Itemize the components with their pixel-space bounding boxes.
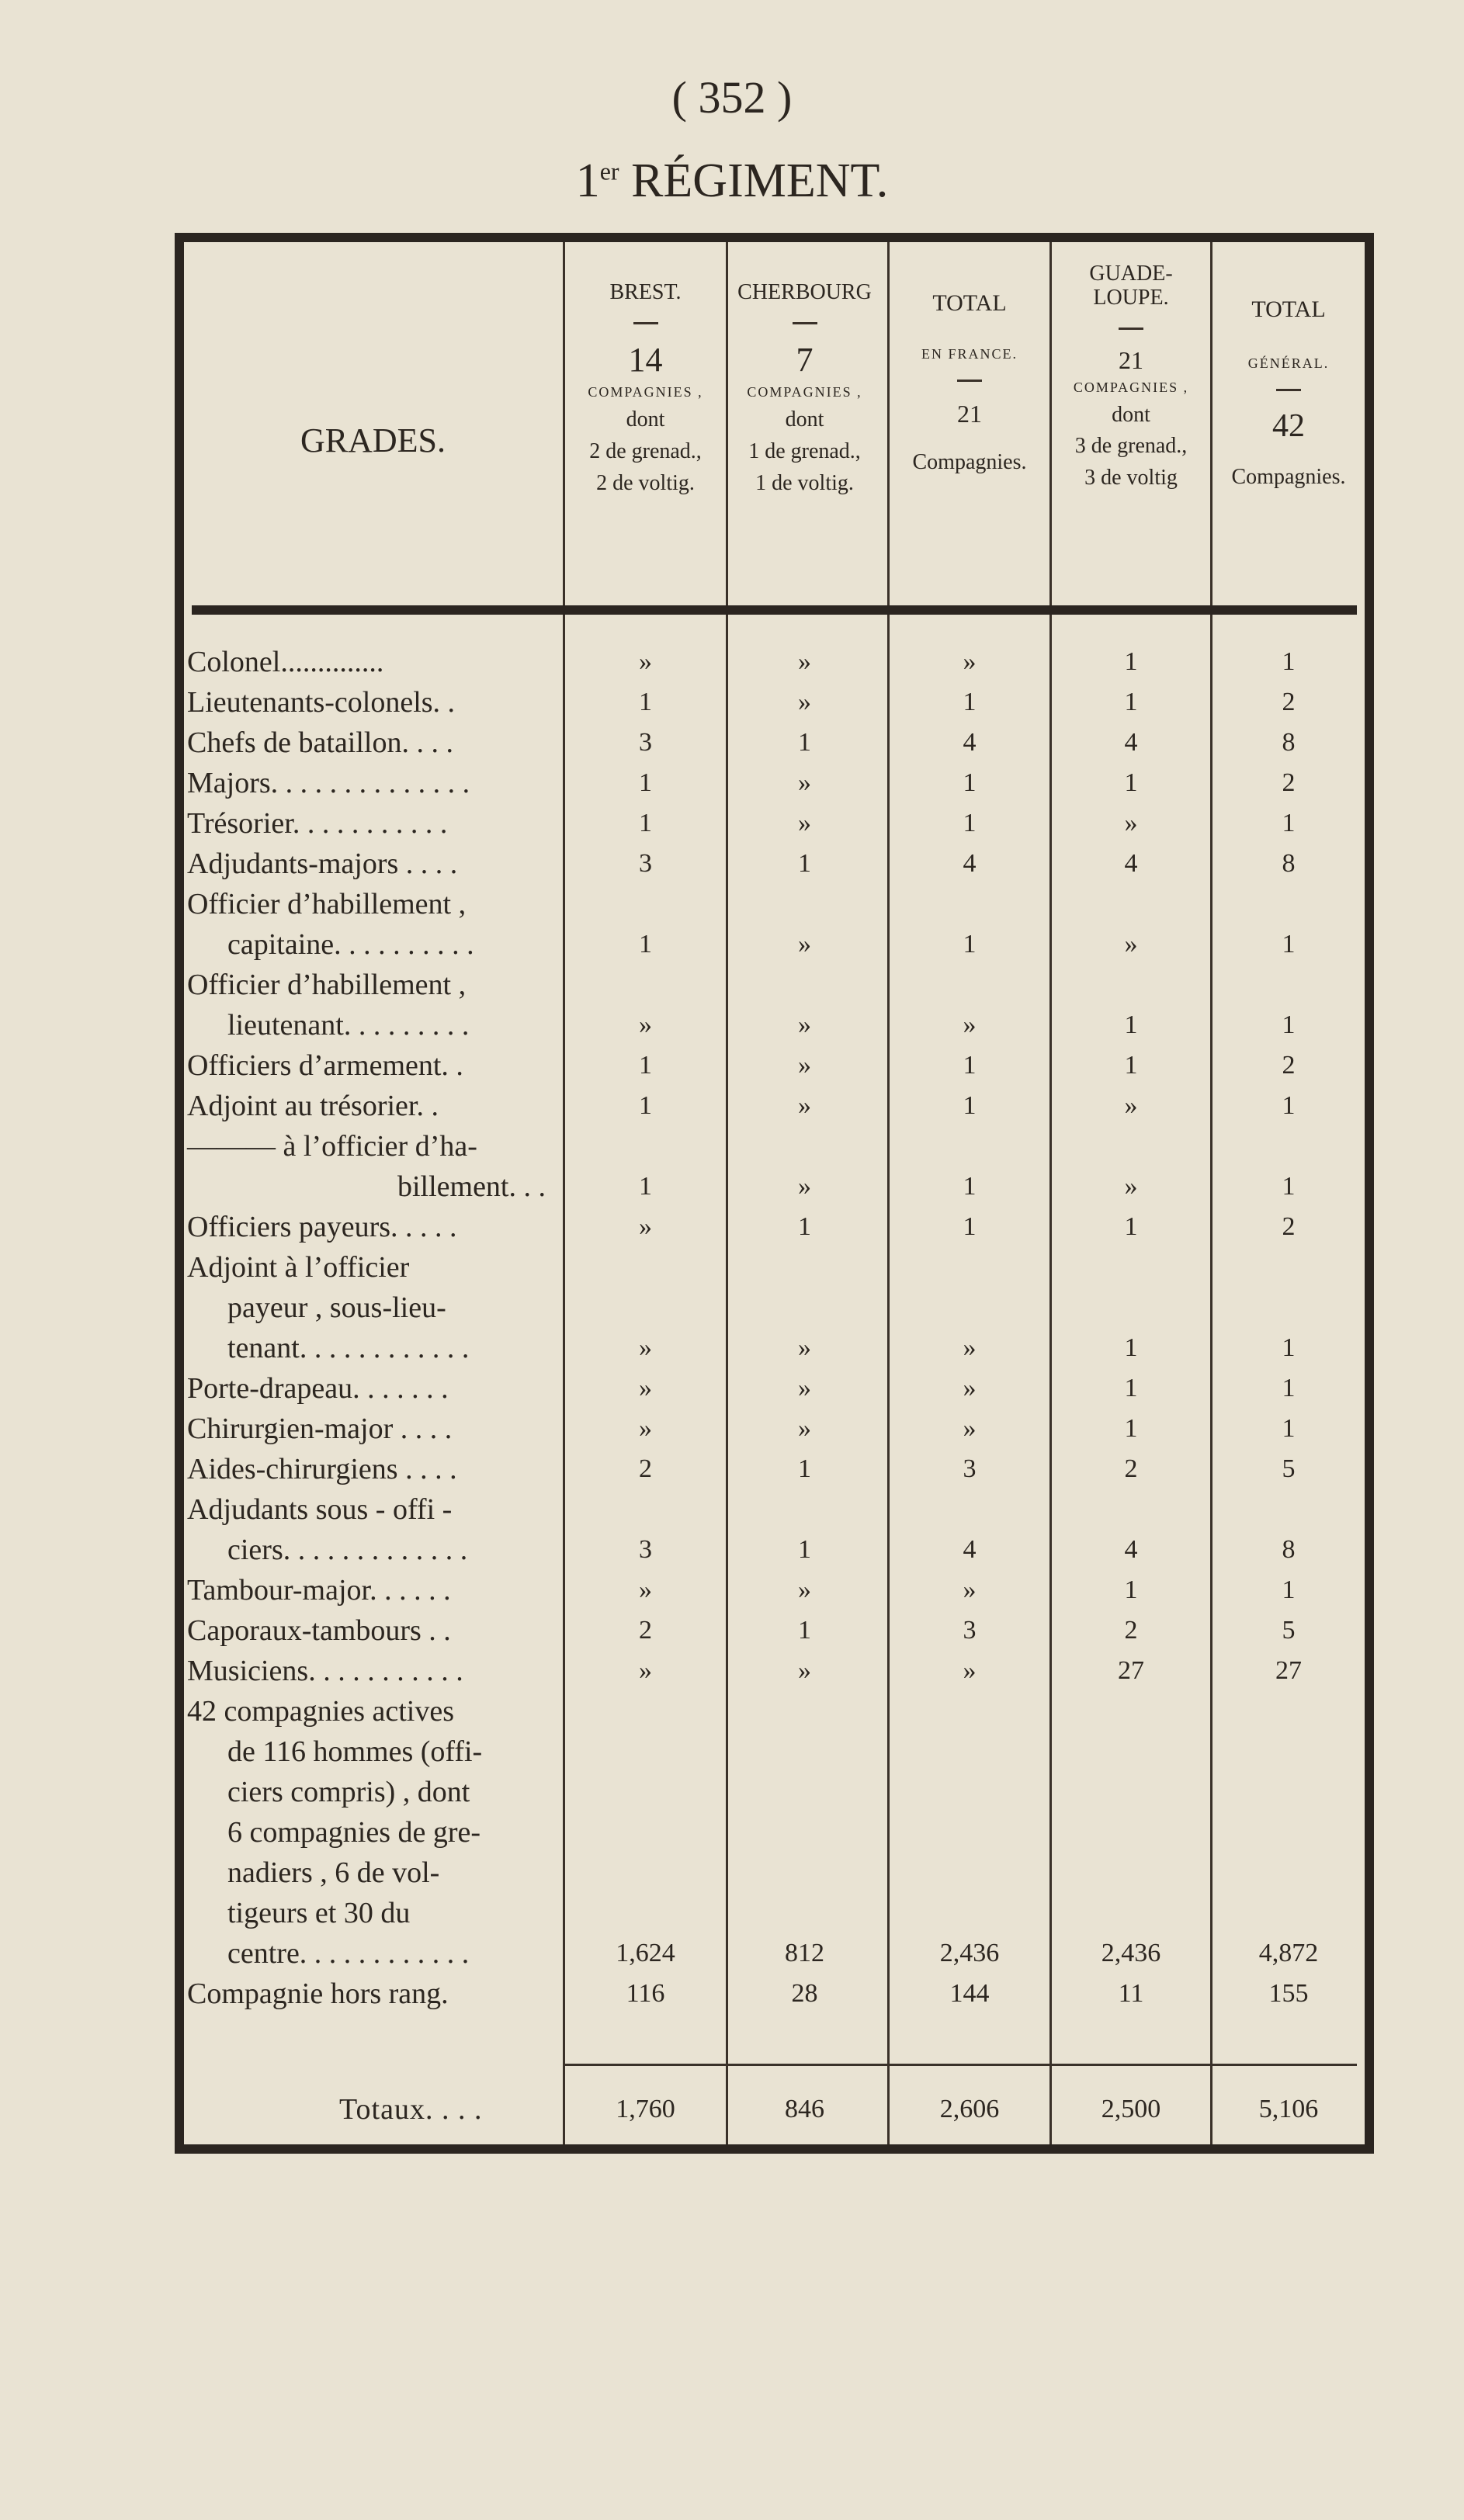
brest-header: BREST. 14 COMPAGNIES , dont 2 de grenad., 2 de voltig.	[588, 280, 703, 495]
row-value: 1,624	[616, 1939, 675, 1967]
row-label	[187, 1368, 552, 1409]
row-label-line: Officier d’habillement ,	[187, 969, 467, 1001]
row-value: »	[1124, 1172, 1138, 1201]
row-value: 8	[1282, 728, 1296, 757]
row-label	[187, 1651, 552, 1691]
row-value: 8	[1282, 1535, 1296, 1564]
row-label-line: Adjudants sous - offi -	[187, 1493, 453, 1526]
row-label	[187, 642, 552, 682]
row-value: 1	[1282, 930, 1296, 958]
row-value: 1	[1124, 1414, 1138, 1443]
row-label	[187, 965, 552, 1045]
row-label	[187, 1449, 552, 1489]
row-value: »	[1124, 930, 1138, 958]
row-value: 28	[791, 1979, 818, 2008]
row-label-line: Lieutenants-colonels. .	[187, 686, 456, 719]
row-label-line: Aides-chirurgiens . . . .	[187, 1453, 457, 1485]
row-value: »	[963, 1374, 977, 1402]
row-value: »	[798, 1575, 811, 1604]
row-value: »	[798, 688, 811, 716]
row-value: 1	[1124, 1010, 1138, 1039]
row-label	[187, 1691, 552, 1974]
row-value: 3	[639, 849, 652, 878]
row-value: 1	[639, 809, 652, 837]
row-value: »	[798, 1414, 811, 1443]
row-label-line: 42 compagnies actives	[187, 1695, 455, 1728]
row-label-line: Colonel..............	[187, 646, 384, 678]
row-label-line: Trésorier. . . . . . . . . . .	[187, 807, 448, 840]
row-label-line: Chefs de bataillon. . . .	[187, 726, 453, 759]
row-value: »	[963, 1656, 977, 1685]
row-value: »	[798, 1091, 811, 1120]
row-value: »	[798, 930, 811, 958]
row-value: »	[963, 1414, 977, 1443]
row-value: 1	[798, 1454, 811, 1483]
row-value: »	[798, 1374, 811, 1402]
row-label-line: Chirurgien-major . . . .	[187, 1413, 453, 1445]
row-value: »	[798, 768, 811, 797]
row-value: 1	[1124, 1051, 1138, 1080]
row-label-line: Majors. . . . . . . . . . . . . .	[187, 767, 470, 799]
row-label-line: billement. . .	[397, 1170, 546, 1203]
row-value: »	[798, 1656, 811, 1685]
row-value: »	[798, 1172, 811, 1201]
regiment-table	[175, 233, 1374, 2154]
regiment-title: 1er RÉGIMENT.	[575, 154, 889, 207]
grades-header: GRADES.	[300, 421, 446, 459]
row-value: »	[798, 1333, 811, 1362]
row-label	[187, 723, 552, 763]
row-label	[187, 1207, 552, 1247]
row-label-line: Porte-drapeau. . . . . . .	[187, 1372, 449, 1405]
cherbourg-header: CHERBOURG 7 COMPAGNIES , dont 1 de grenad., 1 de voltig.	[737, 280, 872, 495]
row-value: »	[963, 647, 977, 676]
row-label-line: nadiers , 6 de vol-	[227, 1856, 440, 1889]
row-label	[187, 803, 552, 844]
row-value: »	[798, 809, 811, 837]
row-value: 1	[963, 1212, 977, 1241]
row-value: »	[639, 1333, 652, 1362]
row-value: »	[639, 647, 652, 676]
row-value: 2	[1282, 1212, 1296, 1241]
row-value: »	[639, 1656, 652, 1685]
row-value: »	[963, 1333, 977, 1362]
row-label	[187, 884, 552, 965]
row-value: 1	[798, 1212, 811, 1241]
row-value: 5	[1282, 1454, 1296, 1483]
row-label	[187, 1610, 552, 1651]
row-label-line: Adjudants-majors . . . .	[187, 848, 458, 880]
row-label-line: 6 compagnies de gre-	[227, 1816, 481, 1849]
row-label-line: ciers. . . . . . . . . . . . .	[227, 1534, 468, 1566]
row-value: 8	[1282, 849, 1296, 878]
row-value: »	[639, 1575, 652, 1604]
row-value: 1	[798, 1616, 811, 1645]
row-label-line: de 116 hommes (offi-	[227, 1735, 483, 1768]
row-value: 1	[1124, 647, 1138, 676]
row-label-line: centre. . . . . . . . . . . .	[227, 1937, 470, 1970]
row-label-line: tenant. . . . . . . . . . . .	[227, 1332, 470, 1364]
row-value: 4	[963, 849, 977, 878]
row-value: »	[1124, 809, 1138, 837]
row-value: »	[639, 1010, 652, 1039]
row-value: 2	[1282, 1051, 1296, 1080]
row-value: 3	[639, 728, 652, 757]
row-value: 5	[1282, 1616, 1296, 1645]
row-value: »	[963, 1010, 977, 1039]
row-value: 1	[963, 1051, 977, 1080]
row-value: 1	[963, 809, 977, 837]
row-label	[187, 1974, 552, 2014]
row-value: 4	[1124, 1535, 1138, 1564]
row-value: 1	[1124, 1212, 1138, 1241]
row-label	[187, 1086, 552, 1126]
row-value: »	[963, 1575, 977, 1604]
row-value: »	[798, 1010, 811, 1039]
totals-value: 1,760	[616, 2095, 675, 2123]
row-label	[187, 1247, 552, 1368]
row-value: 2,436	[1101, 1939, 1161, 1967]
totals-value: 5,106	[1258, 2095, 1319, 2123]
guadeloupe-header: GUADE- LOUPE. 21 COMPAGNIES , dont 3 de grenad., 3 de voltig	[1073, 262, 1189, 490]
row-label-line: Officier d’habillement ,	[187, 888, 467, 920]
row-value: »	[798, 1051, 811, 1080]
row-label	[187, 1489, 552, 1570]
row-label-line: ciers compris) , dont	[227, 1776, 470, 1808]
row-value: 2,436	[939, 1939, 1000, 1967]
row-label	[187, 682, 552, 723]
totals-value: 846	[785, 2095, 824, 2123]
row-value: 1	[639, 1172, 652, 1201]
row-value: »	[639, 1212, 652, 1241]
row-value: 1	[1282, 647, 1296, 676]
row-value: 2	[1282, 688, 1296, 716]
row-value: 1	[1124, 1374, 1138, 1402]
totals-label: Totaux. . . .	[339, 2093, 483, 2126]
row-value: 1	[963, 688, 977, 716]
totals-value: 2,606	[939, 2095, 1000, 2123]
total-france-header: TOTAL EN FRANCE. 21 Compagnies.	[912, 290, 1027, 474]
row-value: 2	[639, 1616, 652, 1645]
row-value: 1	[639, 1051, 652, 1080]
row-label-line: capitaine. . . . . . . . . .	[227, 928, 474, 961]
row-value: »	[639, 1414, 652, 1443]
row-value: 1	[639, 688, 652, 716]
totals-value: 2,500	[1101, 2095, 1161, 2123]
row-label	[187, 844, 552, 884]
row-value: 2	[639, 1454, 652, 1483]
row-label	[187, 1126, 552, 1207]
row-value: 1	[1124, 688, 1138, 716]
row-value: 1	[1282, 1010, 1296, 1039]
row-value: 1	[1282, 1414, 1296, 1443]
row-value: 1	[1282, 1333, 1296, 1362]
row-label-line: ——— à l’officier d’ha-	[187, 1130, 477, 1163]
row-value: 1	[963, 1172, 977, 1201]
row-label-line: Musiciens. . . . . . . . . . .	[187, 1655, 463, 1687]
row-value: 2	[1124, 1454, 1138, 1483]
row-value: 3	[963, 1616, 977, 1645]
row-value: 1	[798, 849, 811, 878]
row-value: 1	[1282, 1575, 1296, 1604]
totals-rule	[563, 2064, 1357, 2066]
row-value: 4	[963, 1535, 977, 1564]
row-value: 812	[785, 1939, 824, 1967]
row-value: 1	[798, 728, 811, 757]
row-value: 1	[1282, 1374, 1296, 1402]
row-value: 155	[1268, 1979, 1309, 2008]
row-value: »	[639, 1374, 652, 1402]
row-value: 4	[1124, 728, 1138, 757]
row-value: 1	[639, 1091, 652, 1120]
row-value: 1	[963, 930, 977, 958]
row-value: »	[798, 647, 811, 676]
row-value: 1	[798, 1535, 811, 1564]
row-value: 27	[1118, 1656, 1144, 1685]
row-value: 3	[963, 1454, 977, 1483]
row-label-line: payeur , sous-lieu-	[227, 1291, 446, 1324]
row-value: 3	[639, 1535, 652, 1564]
row-value: 27	[1275, 1656, 1302, 1685]
row-value: 1	[1124, 1575, 1138, 1604]
row-label-line: lieutenant. . . . . . . . .	[227, 1009, 470, 1042]
page-number: ( 352 )	[671, 72, 793, 123]
row-label-line: Officiers d’armement. .	[187, 1049, 463, 1082]
row-value: 4	[1124, 849, 1138, 878]
row-value: 1	[1124, 768, 1138, 797]
row-value: 116	[626, 1979, 665, 2008]
row-value: 1	[1282, 1091, 1296, 1120]
row-value: 2	[1124, 1616, 1138, 1645]
row-value: 1	[1282, 809, 1296, 837]
row-value: 4,872	[1258, 1939, 1319, 1967]
row-value: »	[1124, 1091, 1138, 1120]
header-rule	[192, 605, 1357, 615]
row-label-line: Tambour-major. . . . . .	[187, 1574, 451, 1607]
row-value: 11	[1118, 1979, 1144, 2008]
row-value: 1	[1124, 1333, 1138, 1362]
row-value: 4	[963, 728, 977, 757]
row-label	[187, 1409, 552, 1449]
row-value: 1	[639, 930, 652, 958]
row-value: 1	[1282, 1172, 1296, 1201]
row-label	[187, 1045, 552, 1086]
row-label-line: Caporaux-tambours . .	[187, 1614, 451, 1647]
row-label-line: Compagnie hors rang.	[187, 1978, 449, 2010]
total-general-header: TOTAL GÉNÉRAL. 42 Compagnies.	[1231, 296, 1346, 489]
row-label	[187, 1570, 552, 1610]
row-label-line: tigeurs et 30 du	[227, 1897, 411, 1929]
row-label-line: Adjoint à l’officier	[187, 1251, 410, 1284]
row-label	[187, 763, 552, 803]
row-label-line: Officiers payeurs. . . . .	[187, 1211, 457, 1243]
row-label-line: Adjoint au trésorier. .	[187, 1090, 439, 1122]
row-value: 1	[963, 1091, 977, 1120]
row-value: 144	[949, 1979, 990, 2008]
row-value: 2	[1282, 768, 1296, 797]
row-value: 1	[963, 768, 977, 797]
row-value: 1	[639, 768, 652, 797]
